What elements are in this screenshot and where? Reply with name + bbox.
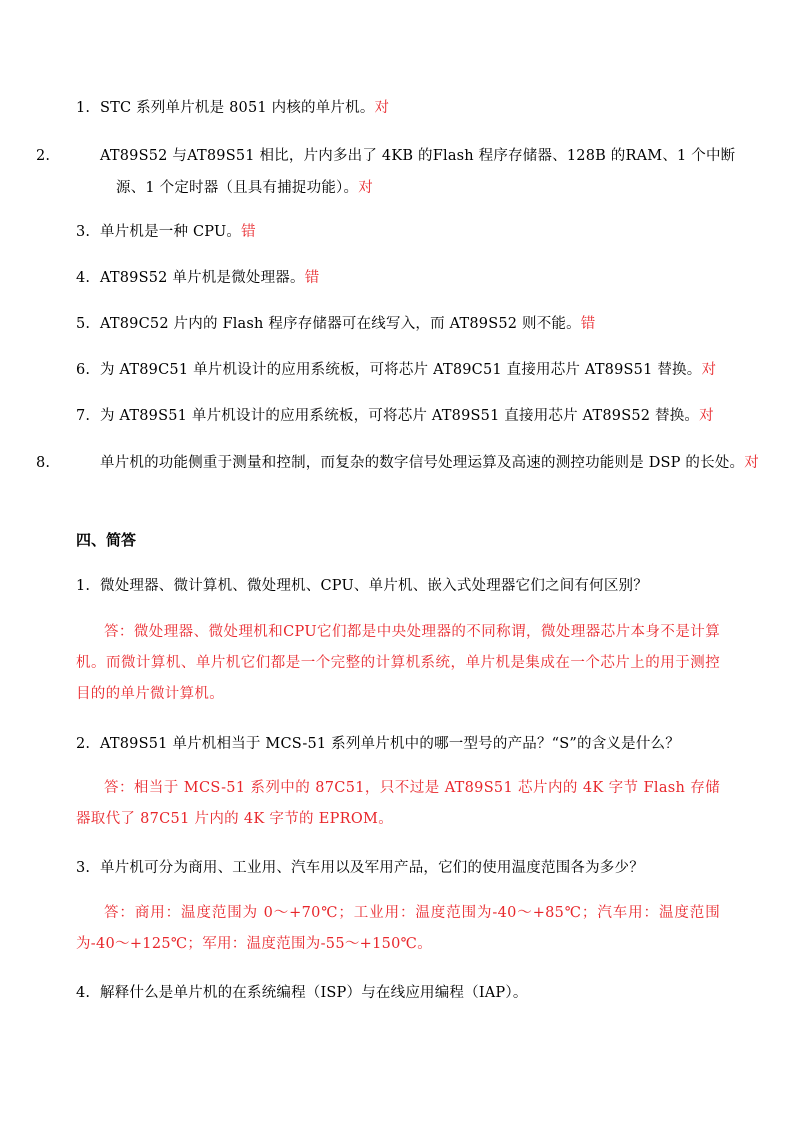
judge-item-3	[76, 216, 726, 248]
question-1	[76, 570, 726, 602]
verdict-mark: 对	[699, 408, 714, 424]
judge-item-5	[76, 308, 726, 340]
item-number: 6.	[76, 362, 91, 378]
item-text: 单片机的功能侧重于测量和控制，而复杂的数字信号处理运算及高速的测控功能则是 DSP 的长处。	[100, 455, 745, 471]
verdict-mark: 对	[374, 100, 390, 116]
item-number: 7.	[76, 408, 91, 424]
question-number: 4.	[76, 985, 91, 1001]
question-number: 3.	[76, 860, 91, 876]
judge-item-7	[76, 400, 726, 432]
item-text: 为 AT89C51 单片机设计的应用系统板，可将芯片 AT89C51 直接用芯片 AT89S51 替换。	[100, 362, 702, 378]
question-text: AT89S51 单片机相当于 MCS-51 系列单片机中的哪一型号的产品？“S”的含义是什么？	[100, 736, 680, 752]
item-text: STC 系列单片机是 8051 内核的单片机。	[100, 100, 375, 116]
verdict-mark: 对	[744, 455, 759, 471]
question-2	[76, 728, 726, 760]
question-number: 2.	[76, 736, 91, 752]
question-3	[76, 852, 726, 884]
item-number: 3.	[76, 224, 91, 240]
judge-item-1	[76, 92, 726, 124]
question-text: 解释什么是单片机的在系统编程（ISP）与在线应用编程（IAP）。	[100, 985, 528, 1001]
answer-1: 答：微处理器、微处理机和CPU它们都是中央处理器的不同称谓，微处理器芯片本身不是计算机。而微计算机、单片机它们都是一个完整的计算机系统，单片机是集成在一个芯片上的用于测控目的的单片微计算机。	[76, 624, 720, 702]
item-text: 为 AT89S51 单片机设计的应用系统板，可将芯片 AT89S51 直接用芯片 AT89S52 替换。	[100, 408, 700, 424]
item-number: 1.	[76, 100, 91, 116]
judge-item-4	[76, 262, 726, 294]
verdict-mark: 错	[304, 270, 320, 286]
item-number: 4.	[76, 270, 91, 286]
item-number: 5.	[76, 316, 91, 332]
question-text: 微处理器、微计算机、微处理机、CPU、单片机、嵌入式处理器它们之间有何区别？	[100, 578, 648, 594]
item-text: AT89S52 与AT89S51 相比，片内多出了 4KB 的Flash 程序存储器、128B 的RAM、1 个中断源、1 个定时器（且具有捕捉功能）。	[100, 148, 736, 196]
item-text: AT89S52 单片机是微处理器。	[100, 270, 305, 286]
item-text: AT89C52 片内的 Flash 程序存储器可在线写入，而 AT89S52 则不能。	[100, 316, 581, 332]
answer-2: 答：相当于 MCS-51 系列中的 87C51，只不过是 AT89S51 芯片内的 4K 字节 Flash 存储器取代了 87C51 片内的 4K 字节的 EPROM。	[76, 780, 720, 827]
verdict-mark: 对	[358, 180, 373, 196]
judge-item-2	[36, 140, 750, 204]
item-text: 单片机是一种 CPU。	[100, 224, 242, 240]
item-number: 2.	[36, 148, 51, 164]
judge-item-8	[36, 447, 760, 479]
verdict-mark: 对	[701, 362, 717, 378]
question-text: 单片机可分为商用、工业用、汽车用以及军用产品，它们的使用温度范围各为多少？	[100, 860, 644, 876]
verdict-mark: 错	[241, 224, 256, 240]
judge-item-6	[76, 354, 726, 386]
answer-3: 答：商用：温度范围为 0～+70℃；工业用：温度范围为-40～+85℃；汽车用：温度范围为-40～+125℃；军用：温度范围为-55～+150℃。	[76, 905, 720, 952]
question-4	[76, 977, 726, 1009]
item-number: 8.	[36, 455, 51, 471]
question-number: 1.	[76, 578, 91, 594]
section-heading: 四、简答	[76, 531, 137, 549]
verdict-mark: 错	[580, 316, 596, 332]
